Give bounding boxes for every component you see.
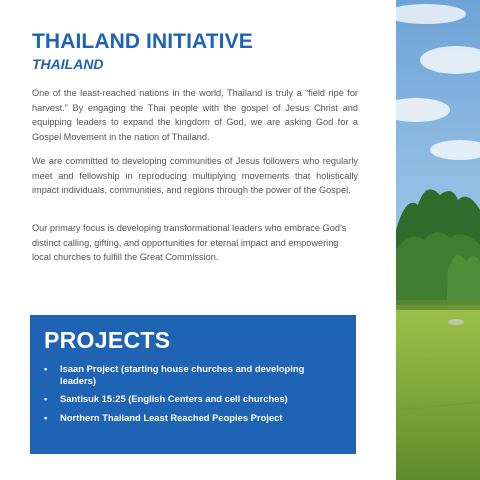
landscape-photo <box>396 0 480 480</box>
bullet-icon: • <box>44 363 48 374</box>
project-label: Northern Thailand Least Reached Peoples Project <box>60 411 283 423</box>
commitment-paragraph: We are committed to developing communities of Jesus followers who regularly meet and fellowship in reproducing multiplying movements that holistically impact individuals, communities, and regions through the power of the Gospel. <box>32 156 358 196</box>
project-label: Isaan Project (starting house churches and developing leaders) <box>60 363 305 386</box>
projects-heading: PROJECTS <box>44 327 171 353</box>
page-subtitle: THAILAND <box>32 56 104 72</box>
projects-list <box>44 363 334 430</box>
project-label: Santisuk 15:25 (English Centers and cell churches) <box>60 393 288 404</box>
bullet-icon: • <box>44 411 48 423</box>
intro-paragraph: One of the least-reached nations in the world, Thailand is truly a “field ripe for harvest.” By engaging the Thai people with the gospel of Jesus Christ and equipping leaders to expand the kingdom of God, we are asking God for a Gospel Movement in the nation of Thailand. <box>32 88 358 142</box>
list-item <box>44 363 334 386</box>
landscape-photo-image <box>396 0 480 480</box>
page-title: THAILAND INITIATIVE <box>32 30 253 53</box>
list-item <box>44 412 334 424</box>
bullet-icon: • <box>44 393 48 404</box>
projects-box <box>30 315 356 454</box>
focus-paragraph: Our primary focus is developing transformational leaders who embrace God’s distinct calling, gifting, and opportunities for eternal impact and empowering local churches to fulfill the Great Commission. <box>32 223 347 263</box>
list-item <box>44 393 334 405</box>
